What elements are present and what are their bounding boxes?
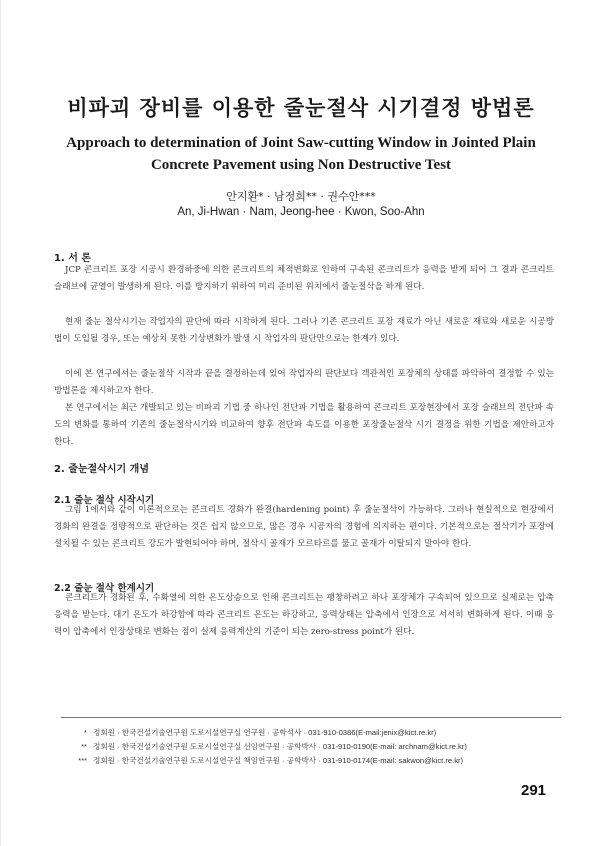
footnote (61, 740, 561, 754)
footnotes (61, 717, 561, 768)
section-2-1-paragraph: 그림 1에서와 같이 이론적으로는 콘크리트 경화가 완결(hardening point) 후 줄눈절삭이 가능하다. 그러나 현실적으로 현장에서 경화의 완결을 정량적으로 판단하는 것은 쉽지 않으므로, 많은 경우 시공자의 경험에 의지하는 편이다. 기본적으로는 절삭기가 포장에 설치될 수 있는 콘크리트 강도가 발현되어야 하며, 절삭시 골재가 모르타르를 물고 골재가 이탈되지 말아야 한다. (54, 505, 554, 550)
page-number: 291 (521, 782, 547, 799)
footnote-text: 정회원 · 한국건설기술연구원 도로시설연구실 연구원 · 공학석사 · 031-910-0386(E-mail:jenix@kict.re.kr) (93, 728, 437, 737)
section-1-paragraph: 본 연구에서는 최근 개발되고 있는 비파괴 기법 중 하나인 전단파 기법을 활용하여 콘크리트 포장현장에서 포장 슬래브의 전단파 속도의 변화를 통하여 기존의 줄눈절삭시기와 비교하여 향후 전단파 속도를 이용한 포장줄눈절삭 시기 결정을 위한 기법을 제안하고자 한다. (54, 403, 554, 448)
section-2-1-heading: 2.1 줄눈 절삭 시작시기 (54, 495, 155, 506)
section-1-paragraph: 이에 본 연구에서는 줄눈절삭 시작과 끝을 결정하는데 있어 작업자의 판단보다 객관적인 포장체의 상태를 파악하여 결정할 수 있는 방법론을 제시하고자 한다. (54, 369, 554, 397)
footnote (61, 726, 561, 740)
section-1-heading: 1. 서 론 (54, 253, 92, 264)
section-2-2-paragraph: 콘크리트가 경화된 후, 수화열에 의한 온도상승으로 인해 콘크리트는 팽창하려고 하나 포장체가 구속되어 있으므로 실제로는 압축응력을 받는다. 대기 온도가 하강함에 따라 콘크리트 온도는 하강하고, 응력상태는 압축에서 인장으로 서서히 변화하게 된다. 이때 응력이 압축에서 인장상태로 변화는 점이 실제 응력계산의 기준이 되는 zero-stress point가 된다. (54, 593, 554, 638)
title-english: Approach to determination of Joint Saw-cutting Window in Jointed Plain Concrete Pavement using Non Destructive Test (66, 135, 536, 173)
footnote (61, 754, 561, 768)
section-1-paragraph: JCP 콘크리트 포장 시공시 환경하중에 의한 콘크리트의 체적변화로 인하여 구속된 콘크리트가 응력을 받게 되어 그 결과 콘크리트 슬래브에 균열이 발생하게 된다. 이를 방지하기 위하여 미리 준비된 위치에서 줄눈절삭을 하게 된다. (54, 265, 554, 293)
footnote-text: 정회원 · 한국건설기술연구원 도로시설연구실 책임연구원 · 공학박사 · 031-910-0174(E-mail: sakwon@kict.re.kr) (93, 756, 464, 765)
authors-korean: 안지환* · 남정희** · 권수안*** (226, 190, 376, 203)
footnote-text: 정회원 · 한국건설기술연구원 도로시설연구실 선임연구원 · 공학박사 · 031-910-0190(E-mail: archnam@kict.re.kr) (93, 742, 467, 751)
section-1-paragraph: 현재 줄눈 절삭시기는 작업자의 판단에 따라 시작하게 된다. 그러나 기존 콘크리트 포장 재료가 아닌 새로운 재료와 새로운 시공방법이 도입될 경우, 또는 예상치 못한 기상변화가 발생 시 작업자의 판단만으로는 한계가 있다. (54, 317, 554, 345)
footnote-marker: *** (78, 756, 87, 765)
footnote-marker: ** (81, 742, 87, 751)
section-2-2-heading: 2.2 줄눈 절삭 한계시기 (54, 583, 155, 594)
footnote-marker: * (84, 728, 87, 737)
authors-english: An, Ji-Hwan · Nam, Jeong-hee · Kwon, Soo-Ahn (177, 206, 425, 218)
section-2-heading: 2. 줄눈절삭시기 개념 (54, 464, 149, 475)
title-korean: 비파괴 장비를 이용한 줄눈절삭 시기결정 방법론 (67, 96, 535, 120)
